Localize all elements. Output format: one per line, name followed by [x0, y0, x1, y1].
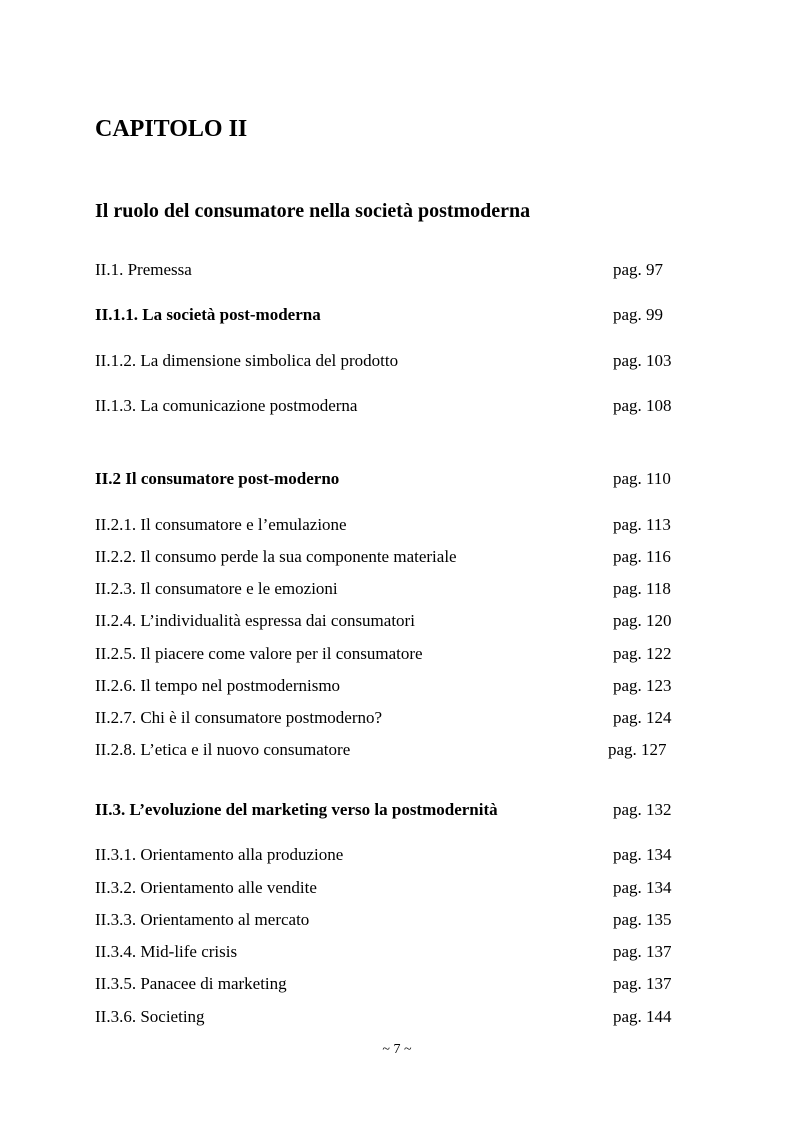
- toc-entry-page: pag. 134: [613, 845, 672, 864]
- toc-entry-page: pag. 116: [613, 547, 671, 566]
- toc-entry: [95, 642, 715, 666]
- page-number: ~ 7 ~: [382, 1042, 412, 1057]
- toc-entry-page: pag. 103: [613, 351, 672, 370]
- toc-entry-title: II.3.3. Orientamento al mercato: [95, 910, 310, 929]
- toc-entry: [95, 940, 715, 964]
- toc-entry-page: pag. 110: [613, 469, 671, 488]
- toc-entry-title: II.3.4. Mid-life crisis: [95, 942, 238, 961]
- toc-entry-page: pag. 122: [613, 644, 672, 663]
- toc-entry-title: II.3.6. Societing: [95, 1007, 205, 1026]
- toc-entry-page: pag. 137: [613, 942, 672, 961]
- toc-entry: [95, 609, 715, 633]
- toc-entry-title: II.3. L’evoluzione del marketing verso la postmodernità: [95, 800, 498, 819]
- toc-entry-page: pag. 118: [613, 579, 671, 598]
- toc-entry-page: pag. 99: [613, 305, 664, 324]
- toc-entry-page: pag. 137: [613, 974, 672, 993]
- toc-entry: [95, 1005, 715, 1029]
- toc-entry: [95, 258, 715, 282]
- toc-entry: [95, 394, 715, 418]
- toc-entry: [95, 706, 715, 730]
- toc-entry: [95, 513, 715, 537]
- toc-entry: [95, 908, 715, 932]
- toc-entry: [95, 577, 715, 601]
- toc-entry-page: pag. 97: [613, 260, 664, 279]
- toc-entry-page: pag. 123: [613, 676, 672, 695]
- toc-entry: [95, 798, 715, 822]
- toc-entry-page: pag. 120: [613, 611, 672, 630]
- toc-entry-title: II.3.5. Panacee di marketing: [95, 974, 287, 993]
- toc-entry: [95, 738, 715, 762]
- toc-entry-title: II.3.1. Orientamento alla produzione: [95, 845, 344, 864]
- toc-entry-title: II.1.2. La dimensione simbolica del prodotto: [95, 351, 399, 370]
- toc-entry-page: pag. 134: [613, 878, 672, 897]
- toc-entry: [95, 876, 715, 900]
- toc-entry-page: pag. 132: [613, 800, 672, 819]
- toc-entry-page: pag. 124: [613, 708, 672, 727]
- toc-entry: [95, 674, 715, 698]
- toc-entry-title: II.1.1. La società post-moderna: [95, 305, 321, 324]
- toc-entry-title: II.2.7. Chi è il consumatore postmoderno?: [95, 708, 383, 727]
- toc-entry-title: II.1.3. La comunicazione postmoderna: [95, 396, 358, 415]
- toc-entry-title: II.2.8. L’etica e il nuovo consumatore: [95, 740, 351, 759]
- toc-entry-page: pag. 113: [613, 515, 671, 534]
- toc-entry: [95, 843, 715, 867]
- toc-entry-title: II.2.3. Il consumatore e le emozioni: [95, 579, 338, 598]
- toc-entry: [95, 972, 715, 996]
- toc-entry: [95, 349, 715, 373]
- toc-entry-title: II.2.1. Il consumatore e l’emulazione: [95, 515, 347, 534]
- chapter-title: CAPITOLO II: [95, 116, 248, 142]
- toc-entry-page: pag. 108: [613, 396, 672, 415]
- toc-entry: [95, 545, 715, 569]
- toc-entry-title: II.3.2. Orientamento alle vendite: [95, 878, 317, 897]
- toc-entry-title: II.2.6. Il tempo nel postmodernismo: [95, 676, 341, 695]
- toc-entry-title: II.2.2. Il consumo perde la sua componente materiale: [95, 547, 457, 566]
- toc-entry-page: pag. 127: [608, 740, 667, 759]
- toc-entry-page: pag. 135: [613, 910, 672, 929]
- chapter-subtitle: Il ruolo del consumatore nella società postmoderna: [95, 200, 531, 222]
- toc-entry: [95, 467, 715, 491]
- toc-entry: [95, 303, 715, 327]
- toc-entry-title: II.2 Il consumatore post-moderno: [95, 469, 340, 488]
- toc-entry-title: II.2.4. L’individualità espressa dai consumatori: [95, 611, 415, 630]
- toc-entry-page: pag. 144: [613, 1007, 672, 1026]
- toc-entry-title: II.2.5. Il piacere come valore per il consumatore: [95, 644, 423, 663]
- toc-entry-title: II.1. Premessa: [95, 260, 192, 279]
